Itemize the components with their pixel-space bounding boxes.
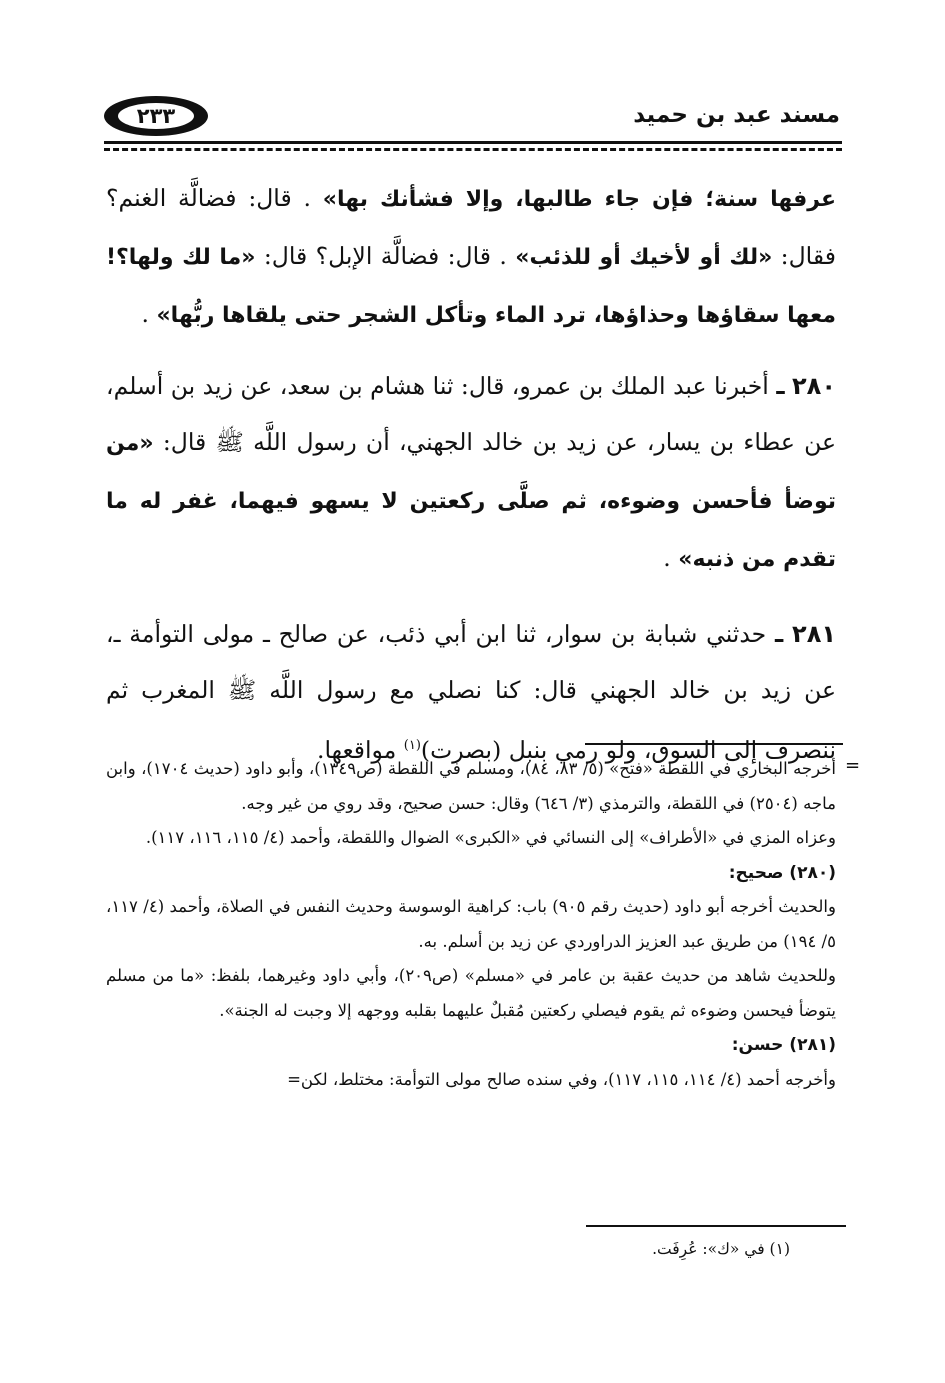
quote-part-1: عرفها سنة؛ فإن جاء طالبها، وإلا فشأنك بها» <box>322 187 836 212</box>
page-number: ٢٣٣ <box>118 103 194 129</box>
note-paragraph: وعزاه المزي في «الأطراف» إلى النسائي في «الكبرى» الضوال واللقطة، وأحمد (٤/ ١١٥، ١١٦، ١١٧). <box>145 828 836 847</box>
hadith-number: ٢٨١ <box>792 620 836 648</box>
hadith-dash: ـ <box>776 372 785 400</box>
page-number-badge <box>104 96 208 136</box>
footnote-separator <box>585 743 843 745</box>
hadith-continuation <box>106 170 836 344</box>
quote-part-2: «لك أو لأخيك أو للذئب» <box>515 245 773 270</box>
hadith-text: حدثني شبابة بن سوار، ثنا ابن أبي ذئب، عن صالح ـ مولى التوأمة ـ، عن زيد بن خالد الجهني قال: كنا نصلي مع رسول اللَّه ﷺ المغرب ثم ننصرف إلى السوق، ولو رمي بنبل (بصرت) <box>106 620 836 764</box>
note-paragraph: وللحديث شاهد من حديث عقبة بن عامر في «مسلم» (ص٢٠٩)، وأبي داود وغيرهما، بلفظ: «ما من مسلم يتوضأ فيحسن وضوءه ثم يقوم فيصلي ركعتين مُقبلٌ عليهما بقلبه ووجهه إلا وجبت له الجنة». <box>106 966 836 1020</box>
header-dashed-rule <box>104 148 842 151</box>
note-paragraph: والحديث أخرجه أبو داود (حديث رقم ٩٠٥) باب: كراهية الوسوسة وحديث النفس في الصلاة، وأحمد (٤/ ١١٧، ٥/ ١٩٤) من طريق عبد العزيز الدراوردي عن زيد بن أسلم. به. <box>106 897 836 951</box>
hadith-dash: ـ <box>775 620 784 648</box>
hadith-number: ٢٨٠ <box>792 372 836 400</box>
hadith-end: . <box>663 544 671 572</box>
narration-part-1: . قال: فضالَّة الغنم؟ فقال: <box>106 184 836 270</box>
note-paragraph: أخرجه البخاري في اللقطة «فتح» (٥/ ٨٣، ٨٤)، ومسلم في اللقطة (ص١٣٤٩)، وأبو داود (حديث ١٧٠٤)، وابن ماجه (٢٥٠٤) في اللقطة، والترمذي (٣/ ٦٤٦) وقال: حسن صحيح، وقد روي من غير وجه. <box>106 759 836 813</box>
book-title: مسند عبد بن حميد <box>633 102 840 128</box>
footnote-reference[interactable]: (١) <box>403 738 421 753</box>
hadith-text-end: مواقعها. <box>317 735 404 764</box>
continuation-mark: = <box>845 755 861 776</box>
hadith-matn: «من توضأ فأحسن وضوءه، ثم صلَّى ركعتين لا يسهو فيهما، غفر له ما تقدم من ذنبه» <box>106 431 836 572</box>
hadith-isnad: أخبرنا عبد الملك بن عمرو، قال: ثنا هشام بن سعد، عن زيد بن أسلم، عن عطاء بن يسار، عن زيد بن خالد الجهني، أن رسول اللَّه ﷺ قال: <box>106 372 836 456</box>
hadith-280 <box>106 358 836 588</box>
header-rule <box>104 141 842 144</box>
note-heading-281: (٢٨١) حسن: <box>731 1035 836 1055</box>
note-heading-280: (٢٨٠) صحيح: <box>728 862 836 883</box>
narration-part-2: . قال: فضالَّة الإبل؟ قال: <box>263 242 507 270</box>
main-text <box>106 170 836 778</box>
running-header <box>104 92 844 142</box>
note-paragraph: وأخرجه أحمد (٤/ ١١٤، ١١٥، ١١٧)، وفي سنده صالح مولى التوأمة: مختلط، لكن= <box>287 1069 836 1089</box>
commentary <box>106 752 836 1097</box>
footnote-separator-bottom <box>586 1225 846 1227</box>
narration-end: . <box>141 300 149 328</box>
quote-part-3: «ما لك ولها؟! معها سقاؤها وحذاؤها، ترد الماء وتأكل الشجر حتى يلقاها ربُّها» <box>106 245 836 328</box>
footnote: (١) في «ك»: عُرِفَت. <box>652 1240 790 1258</box>
